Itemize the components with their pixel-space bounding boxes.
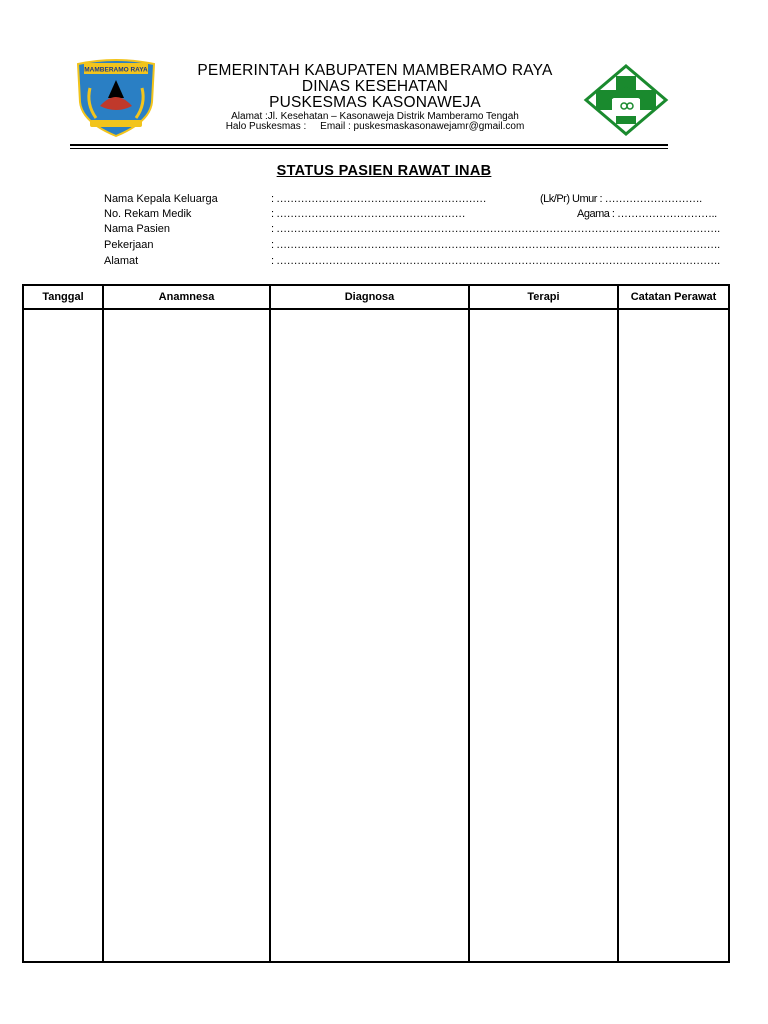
column-divider	[269, 286, 271, 961]
label-no-rekam-medik: No. Rekam Medik	[104, 208, 192, 220]
field-alamat: : ……………………………………………………………………………………………………………….	[271, 255, 720, 267]
column-header-catatan-perawat: Catatan Perawat	[630, 291, 717, 303]
label-pekerjaan: Pekerjaan	[104, 239, 154, 251]
field-nama-pasien: : ……………………………………………………………………………………………………………….	[271, 223, 720, 235]
field-pekerjaan: : ……………………………………………………………………………………………………………….	[271, 239, 720, 251]
header-rule-thin	[70, 148, 668, 149]
field-no-rekam-medik: : ………………………………………………	[271, 208, 466, 220]
svg-text:MAMBERAMO RAYA: MAMBERAMO RAYA	[84, 66, 148, 74]
column-header-terapi: Terapi	[527, 291, 560, 303]
column-header-anamnesa: Anamnesa	[158, 291, 215, 303]
column-header-diagnosa: Diagnosa	[344, 291, 395, 303]
table-header-divider	[24, 308, 728, 310]
header-contact: Halo Puskesmas : Email : puskesmaskasonawejamr@gmail.com	[225, 121, 525, 132]
column-divider	[468, 286, 470, 961]
label-alamat: Alamat	[104, 255, 139, 267]
document-title: STATUS PASIEN RAWAT INAB	[276, 163, 492, 179]
header-department: DINAS KESEHATAN	[301, 78, 449, 95]
field-lkpr-umur: (Lk/Pr) Umur : ……………………….	[540, 193, 702, 205]
column-divider	[617, 286, 619, 961]
column-header-tanggal: Tanggal	[42, 291, 84, 303]
label-nama-kepala-keluarga: Nama Kepala Keluarga	[104, 193, 218, 205]
header-rule-thick	[70, 144, 668, 146]
field-nama-kepala-keluarga: : ……………………………………………………	[271, 193, 487, 205]
header-address: Alamat :Jl. Kesehatan – Kasonaweja Distrik Mamberamo Tengah	[231, 111, 519, 122]
patient-status-table	[22, 284, 730, 963]
column-divider	[102, 286, 104, 961]
header-puskesmas: PUSKESMAS KASONAWEJA	[269, 94, 481, 111]
header-government: PEMERINTAH KABUPATEN MAMBERAMO RAYA	[197, 62, 553, 79]
field-agama: Agama : ………………………..	[577, 208, 717, 220]
label-nama-pasien: Nama Pasien	[104, 223, 171, 235]
